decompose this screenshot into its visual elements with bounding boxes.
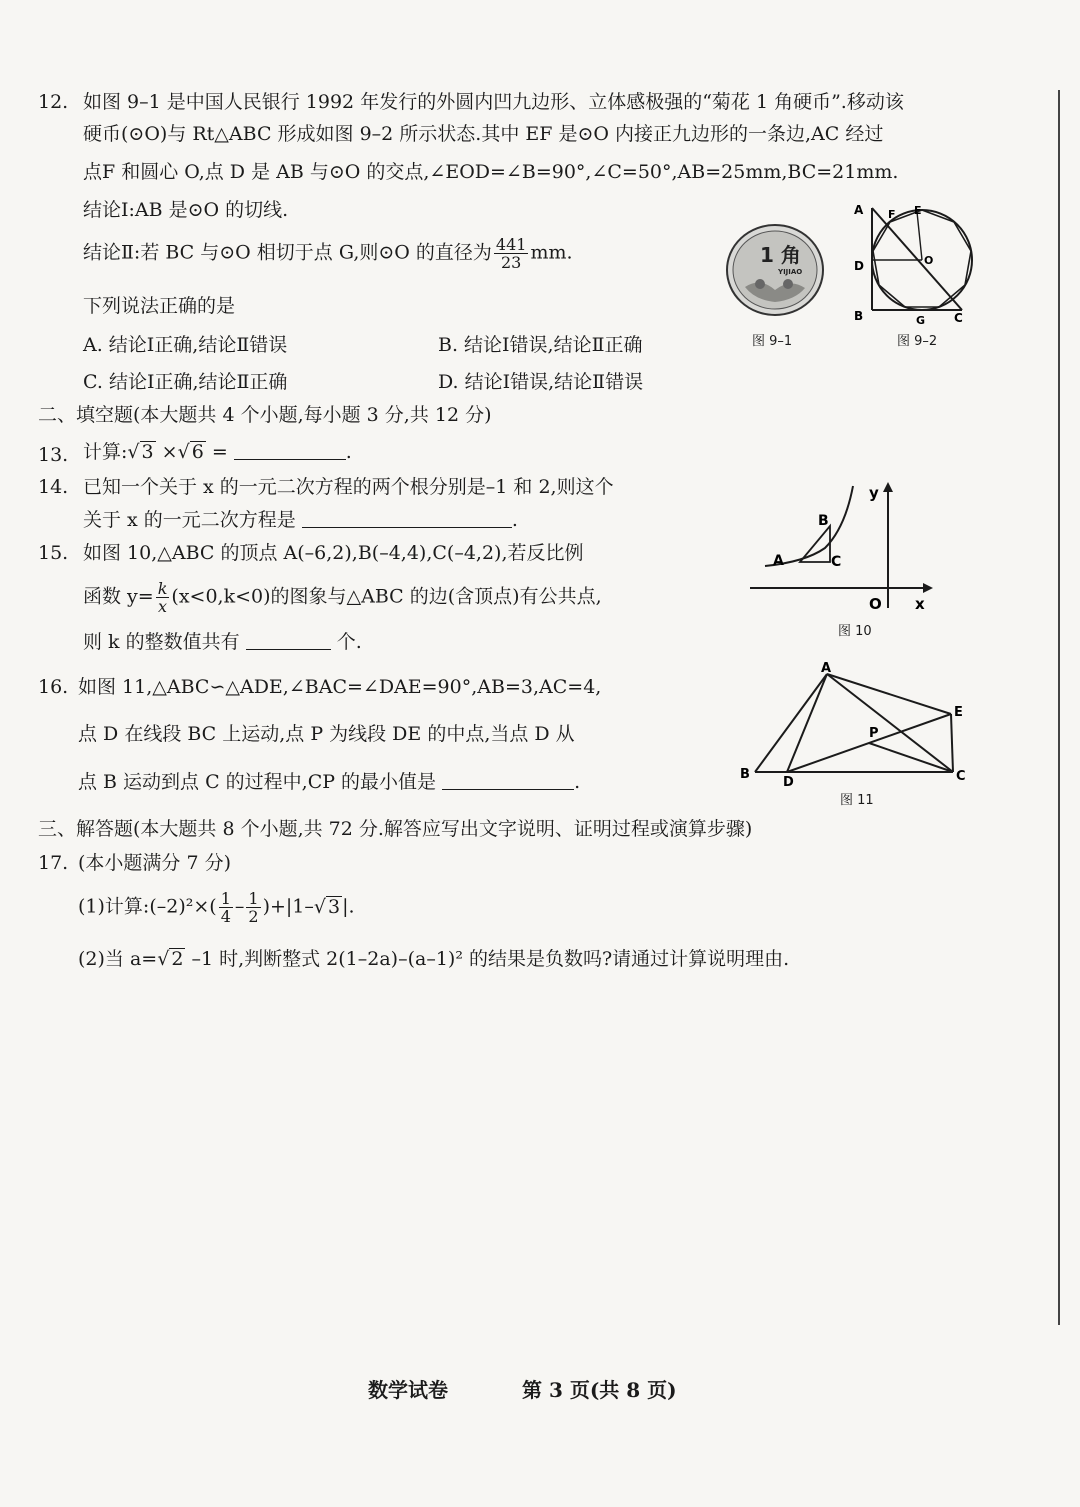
q13-text: 计算:√ 3 ×√ 6 = . [83,441,352,463]
q12-option-b: B. 结论Ⅰ错误,结论Ⅱ正确 [438,334,643,356]
sqrt-3: √ 3 [313,895,341,918]
q12-number: 12. [38,91,69,113]
fraction-one-quarter: $\frac{1}{4}$ [220,889,231,926]
q14-number: 14. [38,476,69,498]
coin-small-text: YIJIAO [778,268,803,276]
label-A: A [854,203,864,217]
q17-part1: (1)计算:(–2)²×( $\frac{1}{4}$ – $\frac{1}{2}$ )+|1–√ 3 |. [78,889,355,926]
margin-rule [1058,90,1060,1325]
q15-line3: 则 k 的整数值共有 个. [83,631,362,653]
label-O: O [924,254,934,267]
q17-header: (本小题满分 7 分) [78,852,231,874]
figure-10 [745,478,940,618]
label-P: P [869,726,879,741]
axis-x-label: x [915,595,925,613]
fig-11-caption: 图 11 [840,793,874,808]
q17-number: 17. [38,852,69,874]
q16-line2: 点 D 在线段 BC 上运动,点 P 为线段 DE 的中点,当点 D 从 [78,723,575,745]
k-over-x-fraction: $\frac{k}{x}$ [157,579,168,616]
q15-line1: 如图 10,△ABC 的顶点 A(–6,2),B(–4,4),C(–4,2),若反比例 [83,542,584,564]
fig-10-caption: 图 10 [838,624,872,639]
sqrt-2: √ 2 [157,948,184,970]
label-C: C [956,769,966,784]
label-D: D [854,259,864,273]
q16-line3: 点 B 运动到点 C 的过程中,CP 的最小值是 . [78,771,581,793]
q16-number: 16. [38,676,69,698]
diameter-fraction: $\frac{441}{23}$ [495,235,527,272]
label-B: B [854,309,864,323]
label-A: A [773,553,784,569]
q15-answer-blank[interactable] [246,631,331,650]
q12-ask: 下列说法正确的是 [83,295,236,317]
origin-label: O [869,595,882,613]
q14-answer-blank[interactable] [302,509,512,528]
section-3-title: 三、解答题(本大题共 8 个小题,共 72 分.解答应写出文字说明、证明过程或演算步骤) [38,818,753,840]
figure-9-2 [850,198,980,328]
q14-line2: 关于 x 的一元二次方程是 . [83,509,518,531]
q16-answer-blank[interactable] [442,771,574,790]
footer-subject: 数学试卷 [368,1378,448,1402]
q15-line2: 函数 y= $\frac{k}{x}$ (x<0,k<0)的图象与△ABC 的边(含顶点)有公共点, [83,579,602,616]
fig-9-2-caption: 图 9–2 [897,334,938,349]
q13-answer-blank[interactable] [234,441,346,460]
q12-option-a: A. 结论Ⅰ正确,结论Ⅱ错误 [83,334,288,356]
label-D: D [783,775,794,788]
q12-option-d: D. 结论Ⅰ错误,结论Ⅱ错误 [438,371,644,393]
coin-text: 1 角 [760,243,801,267]
fig-9-1-caption: 图 9–1 [752,334,793,349]
q16-line1: 如图 11,△ABC∽△ADE,∠BAC=∠DAE=90°,AB=3,AC=4, [78,676,602,698]
label-B: B [818,513,829,529]
q14-line1: 已知一个关于 x 的一元二次方程的两个根分别是–1 和 2,则这个 [83,476,614,498]
q12-line1: 如图 9–1 是中国人民银行 1992 年发行的外圆内凹九边形、立体感极强的“菊花 1 角硬币”.移动该 [83,91,904,113]
label-G: G [916,314,926,327]
fraction-one-half: $\frac{1}{2}$ [248,889,259,926]
sqrt-3: √ 3 [127,441,154,463]
label-A: A [821,661,832,676]
label-E: E [954,705,963,720]
figure-11 [735,660,970,788]
axis-y-label: y [869,484,879,502]
q12-conclusion1: 结论Ⅰ:AB 是⊙O 的切线. [83,199,289,221]
footer-page-number: 第 3 页(共 8 页) [522,1378,677,1402]
label-C: C [954,311,963,325]
section-2-title: 二、填空题(本大题共 4 个小题,每小题 3 分,共 12 分) [38,404,492,426]
label-F: F [888,208,896,221]
q12-line2: 硬币(⊙O)与 Rt△ABC 形成如图 9–2 所示状态.其中 EF 是⊙O 内接正九边形的一条边,AC 经过 [83,123,884,145]
q12-conclusion2: 结论Ⅱ:若 BC 与⊙O 相切于点 G,则⊙O 的直径为 $\frac{441}{23}$ mm. [83,235,573,272]
label-B: B [740,767,750,782]
label-C: C [831,554,842,570]
q13-number: 13. [38,444,69,466]
label-E: E [914,204,922,217]
sqrt-6: √ 6 [177,441,204,463]
q17-part2: (2)当 a=√ 2 –1 时,判断整式 2(1–2a)–(a–1)² 的结果是负数吗?请通过计算说明理由. [78,948,790,970]
coin-figure [720,222,830,322]
q12-option-c: C. 结论Ⅰ正确,结论Ⅱ正确 [83,371,288,393]
q15-number: 15. [38,542,69,564]
q12-line3: 点F 和圆心 O,点 D 是 AB 与⊙O 的交点,∠EOD=∠B=90°,∠C=50°,AB=25mm,BC=21mm. [83,161,899,183]
